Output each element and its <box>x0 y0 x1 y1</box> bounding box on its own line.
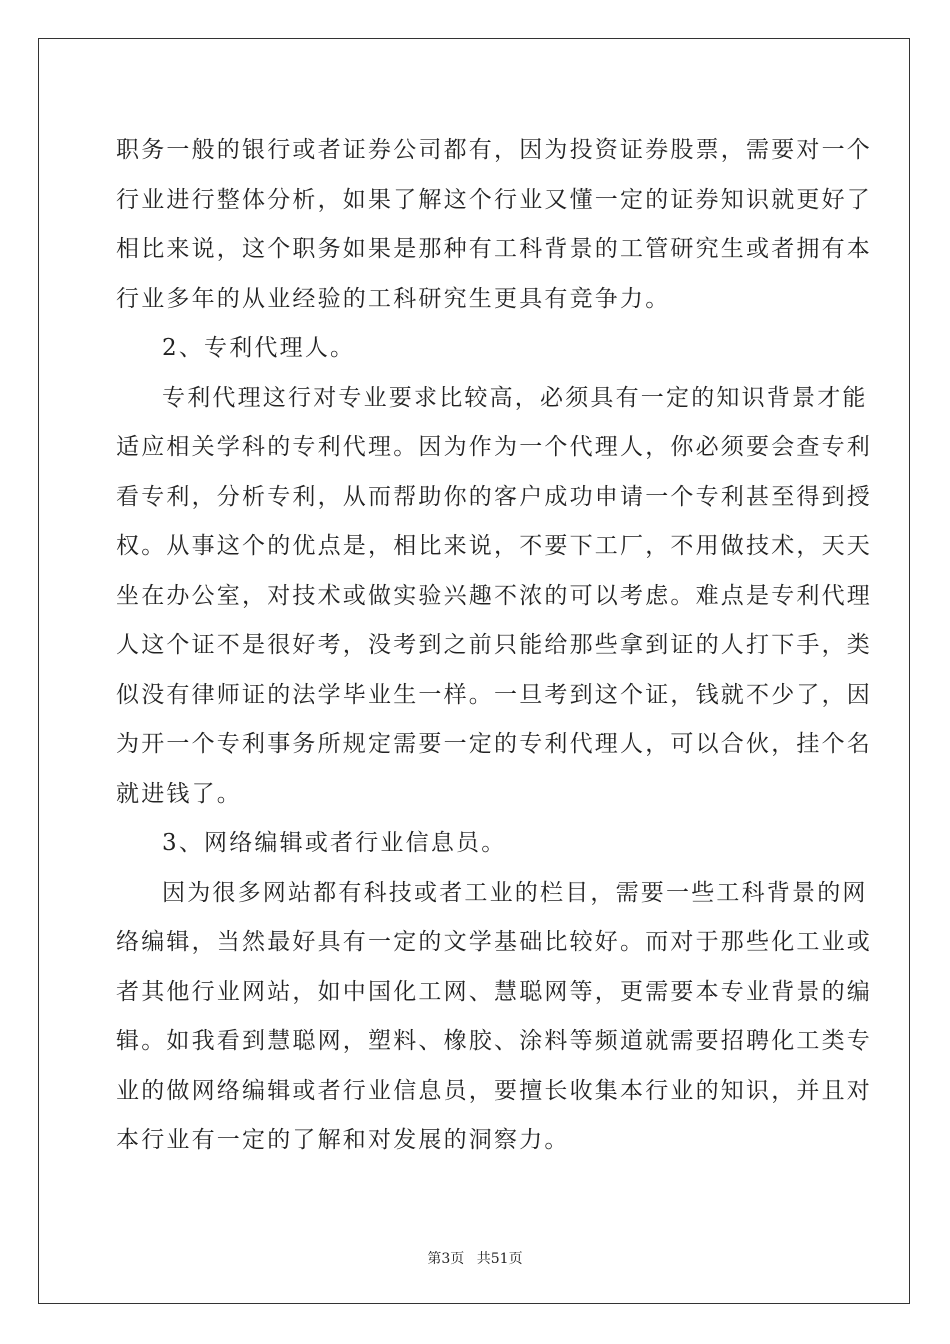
text-line: 适应相关学科的专利代理。因为作为一个代理人，你必须要会查专利 <box>116 434 872 460</box>
text-line: 本行业有一定的了解和对发展的洞察力。 <box>116 1127 570 1153</box>
text-line: 辑。如我看到慧聪网，塑料、橡胶、涂料等频道就需要招聘化工类专 <box>116 1028 872 1054</box>
page-number: 第3页 <box>427 1251 465 1267</box>
text-line: 业的做网络编辑或者行业信息员，要擅长收集本行业的知识，并且对 <box>116 1077 872 1104</box>
paragraph <box>116 126 872 324</box>
text-line: 相比来说，这个职务如果是那种有工科背景的工管研究生或者拥有本 <box>116 236 872 262</box>
text-line: 似没有律师证的法学毕业生一样。一旦考到这个证，钱就不少了，因 <box>116 681 872 708</box>
text-line: 络编辑，当然最好具有一定的文学基础比较好。而对于那些化工业或 <box>116 929 872 955</box>
text-line: 为开一个专利事务所规定需要一定的专利代理人，可以合伙，挂个名 <box>116 731 872 757</box>
section-heading <box>116 819 834 869</box>
text-line: 坐在办公室，对技术或做实验兴趣不浓的可以考虑。难点是专利代理 <box>116 582 872 609</box>
paragraph <box>116 374 872 820</box>
text-line: 人这个证不是很好考，没考到之前只能给那些拿到证的人打下手，类 <box>116 632 872 658</box>
document-body <box>116 126 872 1166</box>
section-heading <box>116 324 834 374</box>
text-line: 行业多年的从业经验的工科研究生更具有竞争力。 <box>116 285 671 312</box>
text-line: 行业进行整体分析，如果了解这个行业又懂一定的证券知识就更好了 <box>116 186 872 213</box>
text-line: 看专利，分析专利，从而帮助你的客户成功申请一个专利甚至得到授 <box>116 483 872 510</box>
text-line: 专利代理这行对专业要求比较高，必须具有一定的知识背景才能 <box>162 384 868 411</box>
text-line: 就进钱了。 <box>116 780 242 807</box>
total-pages: 共51页 <box>476 1251 523 1267</box>
text-line: 者其他行业网站，如中国化工网、慧聪网等，更需要本专业背景的编 <box>116 978 872 1005</box>
text-line: 2、专利代理人。 <box>162 335 356 361</box>
paragraph <box>116 869 872 1166</box>
page-footer <box>0 1248 950 1268</box>
text-line: 因为很多网站都有科技或者工业的栏目，需要一些工科背景的网 <box>162 879 868 906</box>
text-line: 职务一般的银行或者证券公司都有，因为投资证券股票，需要对一个 <box>116 137 872 163</box>
text-line: 3、网络编辑或者行业信息员。 <box>162 830 507 856</box>
text-line: 权。从事这个的优点是，相比来说，不要下工厂，不用做技术，天天 <box>116 533 872 559</box>
